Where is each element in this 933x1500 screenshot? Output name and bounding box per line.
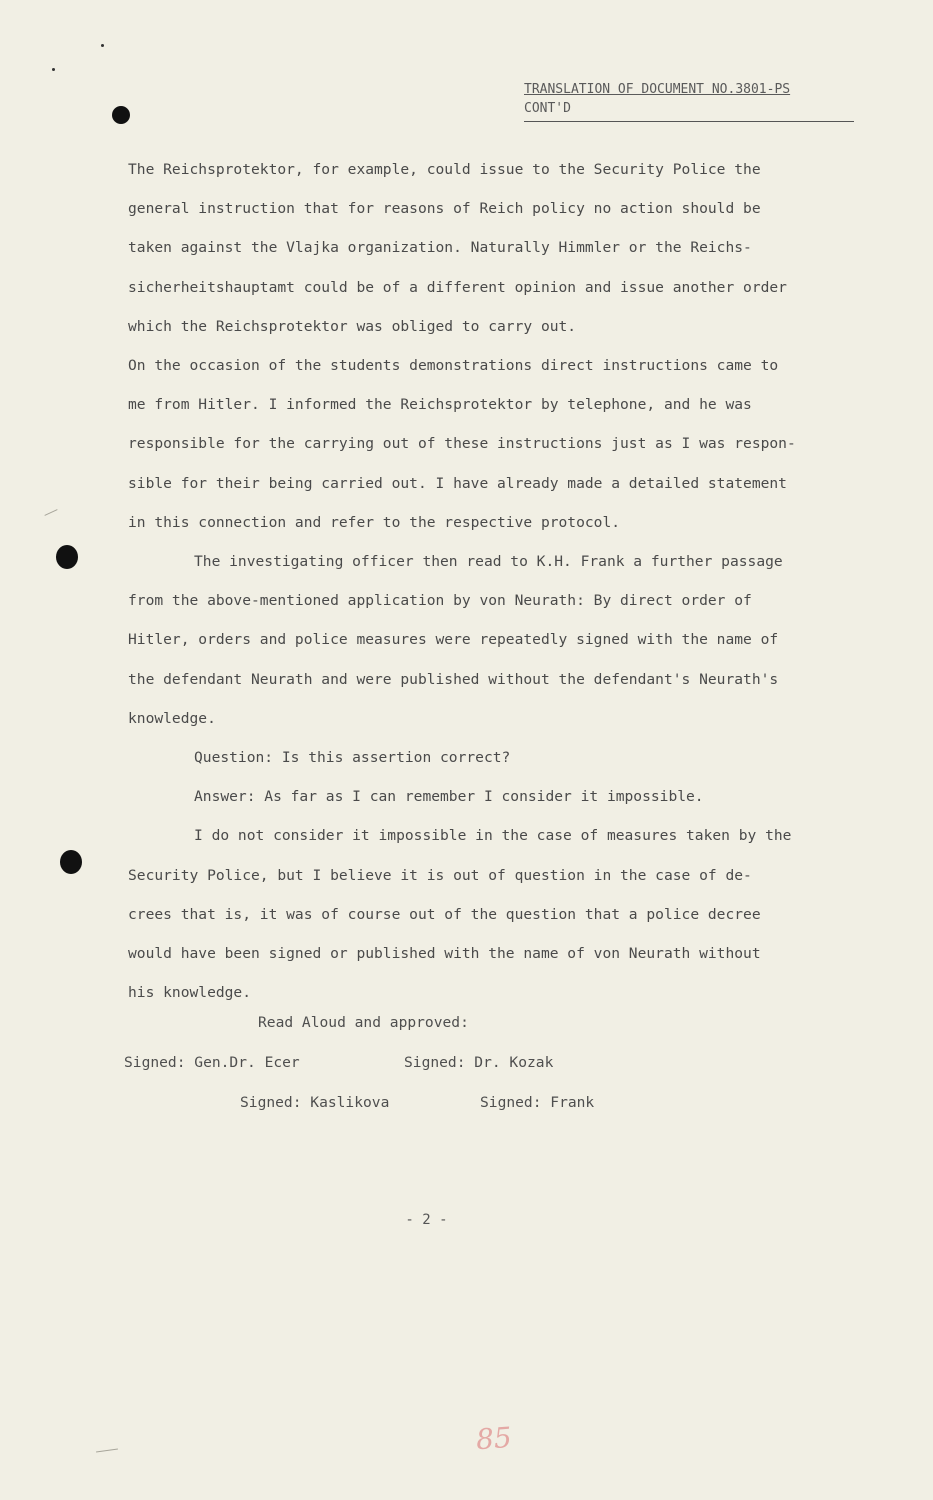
header-continued: CONT'D <box>524 101 571 116</box>
text-line: in this connection and refer to the respective protocol. <box>128 513 621 531</box>
answer <box>128 777 858 816</box>
header-title: TRANSLATION OF DOCUMENT NO.3801-PS <box>524 82 791 97</box>
text-line: Question: Is this assertion correct? <box>194 749 511 767</box>
approval-line: Read Aloud and approved: <box>258 1014 469 1031</box>
text-line: from the above-mentioned application by von Neurath: By direct order of <box>128 592 752 610</box>
paper-mark <box>96 1448 118 1452</box>
text-line: sible for their being carried out. I have already made a detailed statement <box>128 474 787 492</box>
paper-mark <box>44 509 57 516</box>
speck <box>52 68 55 71</box>
text-line: crees that is, it was of course out of the question that a police decree <box>128 905 761 923</box>
text-line: taken against the Vlajka organization. Naturally Himmler or the Reichs- <box>128 239 752 257</box>
text-line: The Reichsprotektor, for example, could issue to the Security Police the <box>128 161 761 178</box>
text-line: would have been signed or published with the name of von Neurath without <box>128 945 761 963</box>
signature-frank: Signed: Frank <box>480 1094 595 1111</box>
text-line: his knowledge. <box>128 984 252 1002</box>
text-line: Security Police, but I believe it is out of question in the case of de- <box>128 866 752 884</box>
paragraph <box>128 150 858 346</box>
paragraph <box>128 346 858 542</box>
text-line: which the Reichsprotektor was obliged to carry out. <box>128 317 577 335</box>
document-body <box>128 150 858 1012</box>
paragraph <box>128 816 858 1012</box>
question <box>128 738 858 777</box>
speck <box>101 44 104 47</box>
text-line: the defendant Neurath and were published without the defendant's Neurath's <box>128 670 779 688</box>
text-line: me from Hitler. I informed the Reichsprotektor by telephone, and he was <box>128 396 752 414</box>
document-header <box>524 80 854 118</box>
punch-hole-bottom <box>60 850 82 874</box>
signature-kaslikova: Signed: Kaslikova <box>240 1094 390 1111</box>
handwritten-page-stamp: 85 <box>474 1420 513 1457</box>
signature-ecer: Signed: Gen.Dr. Ecer <box>124 1054 300 1071</box>
text-line: general instruction that for reasons of Reich policy no action should be <box>128 200 761 218</box>
punch-hole-middle <box>56 545 78 569</box>
text-line: I do not consider it impossible in the case of measures taken by the <box>194 827 792 845</box>
text-line: On the occasion of the students demonstrations direct instructions came to <box>128 357 779 375</box>
signature-kozak: Signed: Dr. Kozak <box>404 1054 554 1071</box>
punch-hole-top <box>112 106 130 124</box>
text-line: sicherheitshauptamt could be of a different opinion and issue another order <box>128 278 787 296</box>
text-line: knowledge. <box>128 709 216 727</box>
paragraph <box>128 542 858 738</box>
text-line: Hitler, orders and police measures were repeatedly signed with the name of <box>128 631 779 649</box>
text-line: Answer: As far as I can remember I consider it impossible. <box>194 788 704 806</box>
header-rule <box>524 121 854 122</box>
text-line: The investigating officer then read to K.H. Frank a further passage <box>194 553 783 571</box>
page-number: - 2 - <box>405 1212 448 1228</box>
text-line: responsible for the carrying out of these instructions just as I was respon- <box>128 435 796 453</box>
